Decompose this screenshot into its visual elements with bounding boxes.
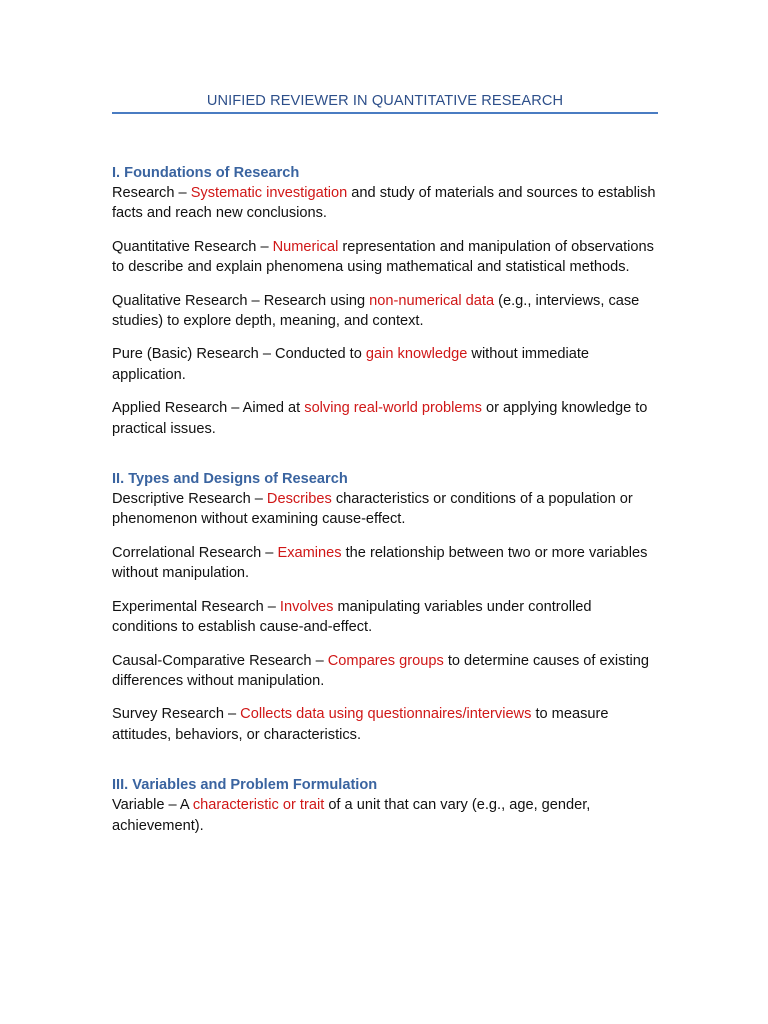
section-heading: III. Variables and Problem Formulation <box>112 777 378 794</box>
entry <box>112 291 658 332</box>
entry-highlight: Examines <box>277 544 342 561</box>
entry-highlight: non-numerical data <box>369 292 495 309</box>
title-block <box>112 93 658 114</box>
entry-term: Survey Research – <box>112 706 241 723</box>
entry-term: Descriptive Research – <box>112 491 267 508</box>
document-body <box>112 163 658 866</box>
entry-term: Variable – A <box>112 797 193 814</box>
entry-highlight: Involves <box>279 598 334 615</box>
entry-text: the relationship between two or more variables without manipulation. <box>112 544 648 582</box>
entry-text: (e.g., interviews, case studies) to explore depth, meaning, and context. <box>112 292 640 330</box>
entry <box>112 795 658 836</box>
entry-term: Quantitative Research – <box>112 238 273 255</box>
section-heading: II. Types and Designs of Research <box>112 471 348 488</box>
entry-text: manipulating variables under controlled conditions to establish cause-and-effect. <box>112 598 592 636</box>
section-foundations <box>112 163 658 439</box>
entry-text: characteristics or conditions of a population or phenomenon without examining cause-effect. <box>112 491 633 528</box>
entry-term: Qualitative Research – Research using <box>112 292 370 309</box>
entry-highlight: Compares groups <box>327 652 444 669</box>
entry-text: without immediate application. <box>112 346 590 383</box>
entry-term: Pure (Basic) Research – Conducted to <box>112 346 366 363</box>
entry-highlight: Systematic investigation <box>190 185 348 201</box>
entry-text: representation and manipulation of observations to describe and explain phenomena using mathematical and statistical methods. <box>112 238 654 276</box>
entry <box>112 489 658 530</box>
entry-highlight: Collects data using questionnaires/interviews <box>240 706 532 723</box>
entry-highlight: Describes <box>266 491 332 508</box>
section-variables <box>112 775 658 836</box>
section-types-designs <box>112 469 658 745</box>
entry-term: Research – <box>112 185 191 201</box>
entry-text: of a unit that can vary (e.g., age, gender, achievement). <box>112 797 591 834</box>
entry-term: Correlational Research – <box>112 544 278 561</box>
entry-term: Causal-Comparative Research – <box>112 652 328 669</box>
entry-highlight: solving real-world problems <box>304 400 482 417</box>
entry-highlight: characteristic or trait <box>192 797 325 814</box>
entry-term: Applied Research – Aimed at <box>112 400 305 417</box>
entry <box>112 237 658 278</box>
entry-term: Experimental Research – <box>112 598 280 615</box>
entry <box>112 597 658 638</box>
entry <box>112 651 658 692</box>
entry <box>112 543 658 584</box>
entry <box>112 398 658 439</box>
entry-highlight: gain knowledge <box>365 346 468 363</box>
page-title: UNIFIED REVIEWER IN QUANTITATIVE RESEARCH <box>206 93 564 109</box>
entry-text: to measure attitudes, behaviors, or characteristics. <box>112 706 609 743</box>
section-heading: I. Foundations of Research <box>112 165 300 181</box>
entry <box>112 183 658 224</box>
entry <box>112 704 658 745</box>
entry-text: or applying knowledge to practical issues. <box>112 400 648 437</box>
entry-text: to determine causes of existing differences without manipulation. <box>112 652 649 689</box>
entry <box>112 344 658 385</box>
entry-text: and study of materials and sources to establish facts and reach new conclusions. <box>112 185 656 222</box>
entry-highlight: Numerical <box>272 238 339 255</box>
